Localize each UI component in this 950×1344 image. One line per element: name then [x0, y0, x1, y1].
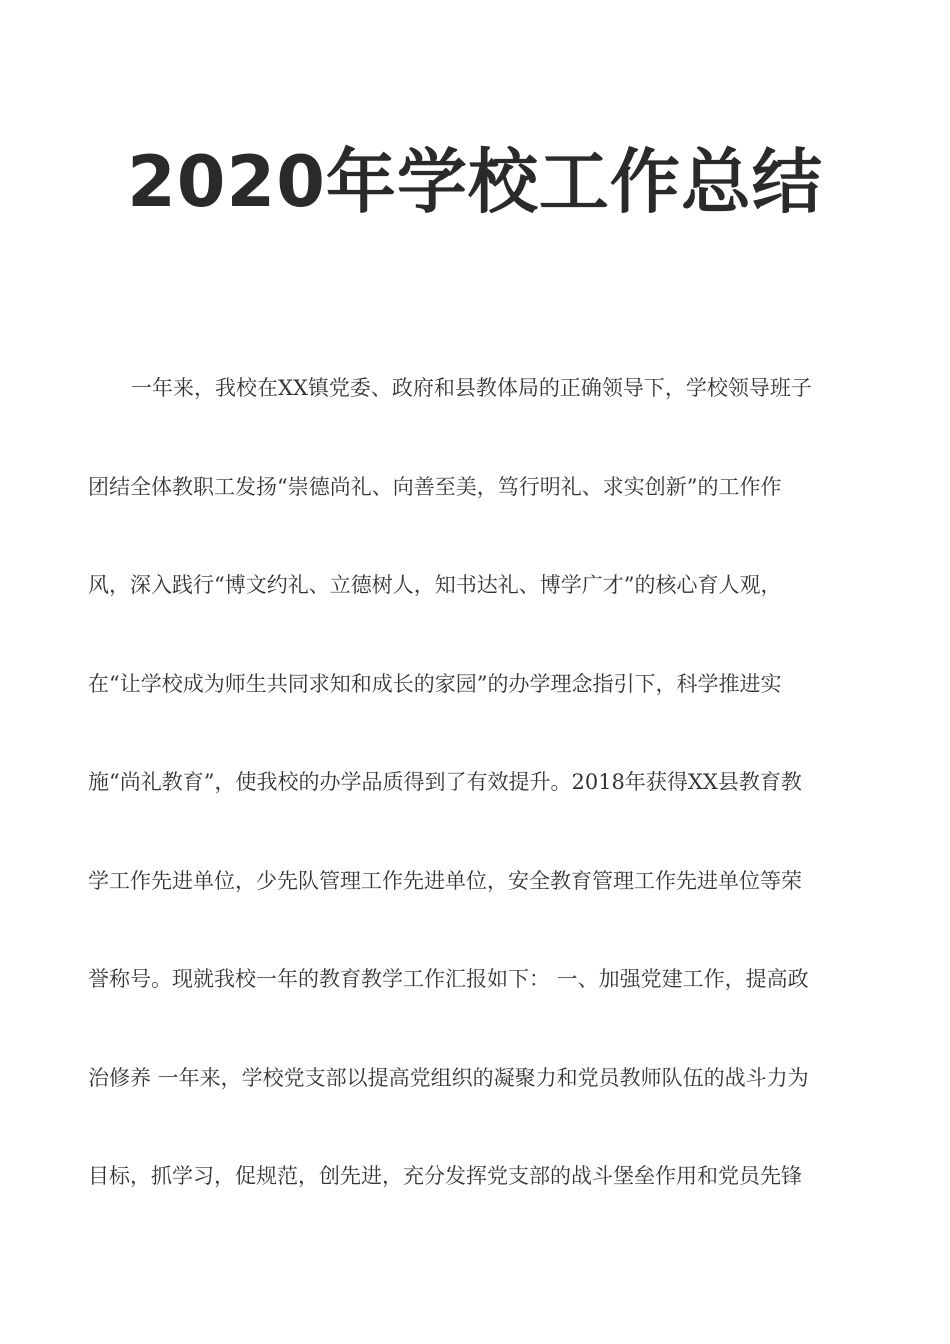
body-line-7: 誉称号。现就我校一年的教育教学工作汇报如下： 一、加强党建工作，提高政 — [88, 967, 809, 991]
document-title: 2020年学校工作总结 — [127, 141, 823, 223]
body-line-2: 团结全体教职工发扬“崇德尚礼、向善至美，笃行明礼、求实创新”的工作作 — [88, 474, 782, 499]
body-line-3: 风，深入践行“博文约礼、立德树人，知书达礼、博学广才”的核心育人观， — [88, 573, 782, 597]
document-body — [88, 358, 858, 1245]
body-line-6: 学工作先进单位，少先队管理工作先进单位，安全教育管理工作先进单位等荣 — [88, 868, 802, 893]
body-line-5: 施“尚礼教育”，使我校的办学品质得到了有效提升。2018年获得XX县教育教 — [88, 770, 802, 794]
body-line-1: 一年来，我校在XX镇党委、政府和县教体局的正确领导下，学校领导班子 — [131, 376, 812, 400]
body-line-9: 目标，抓学习，促规范，创先进，充分发挥党支部的战斗堡垒作用和党员先锋 — [88, 1164, 802, 1188]
body-line-4: 在“让学校成为师生共同求知和成长的家园”的办学理念指引下，科学推进实 — [88, 671, 782, 696]
body-line-8: 治修养 一年来，学校党支部以提高党组织的凝聚力和党员教师队伍的战斗力为 — [88, 1065, 809, 1090]
